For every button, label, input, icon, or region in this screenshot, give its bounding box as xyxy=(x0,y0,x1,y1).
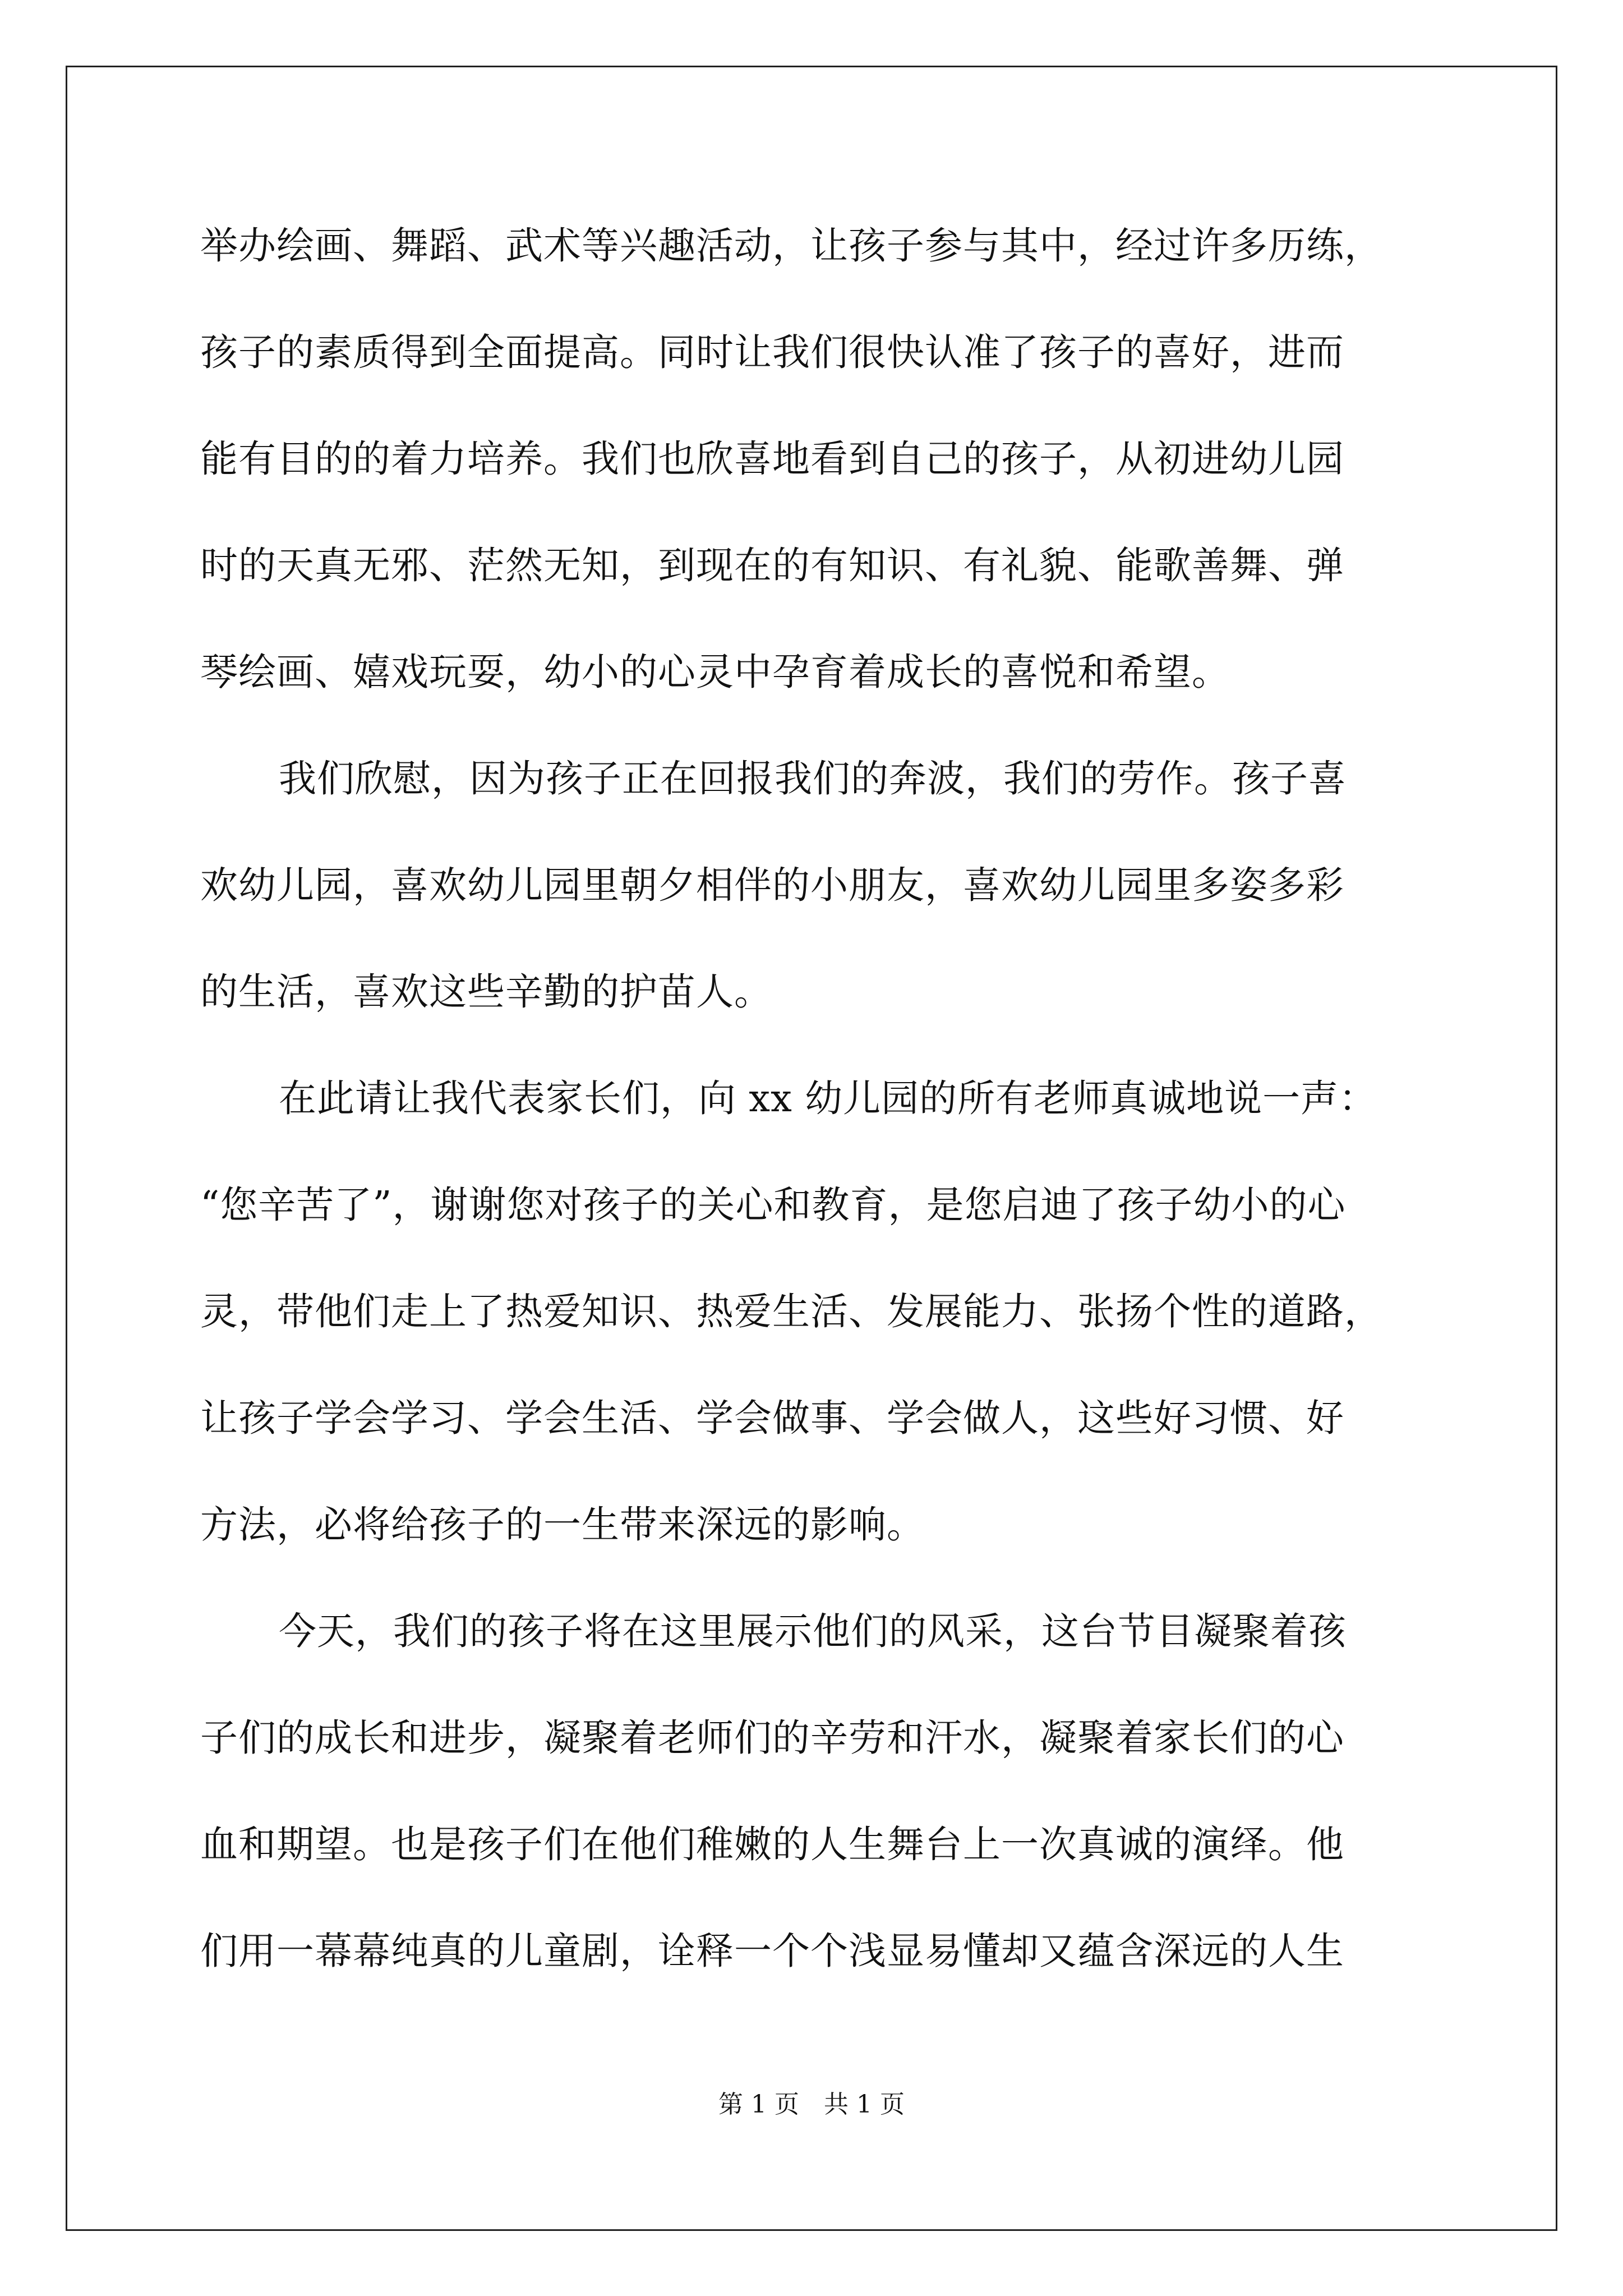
text-line: 血和期望。也是孩子们在他们稚嫩的人生舞台上一次真诚的演绎。他 xyxy=(200,1823,1344,1866)
text-line: 琴绘画、嬉戏玩耍，幼小的心灵中孕育着成长的喜悦和希望。 xyxy=(200,650,1230,694)
text-line: 时的天真无邪、茫然无知，到现在的有知识、有礼貌、能歌善舞、弹 xyxy=(200,544,1344,587)
text-line: 孩子的素质得到全面提高。同时让我们很快认准了孩子的喜好，进而 xyxy=(200,330,1344,374)
text-line: 的生活，喜欢这些辛勤的护苗人。 xyxy=(200,970,772,1014)
paragraph-first-line: 今天，我们的孩子将在这里展示他们的风采，这台节目凝聚着孩 xyxy=(279,1609,1347,1653)
page-footer: 第 1 页 共 1 页 xyxy=(718,2090,905,2119)
text-line: 举办绘画、舞蹈、武术等兴趣活动，让孩子参与其中，经过许多历练， xyxy=(200,224,1382,268)
text-line: 让孩子学会学习、学会生活、学会做事、学会做人，这些好习惯、好 xyxy=(200,1396,1344,1440)
page-border xyxy=(66,66,1557,2231)
text-line: 子们的成长和进步，凝聚着老师们的辛劳和汗水，凝聚着家长们的心 xyxy=(200,1716,1344,1760)
paragraph-first-line: 在此请让我代表家长们，向 xx 幼儿园的所有老师真诚地说一声： xyxy=(279,1076,1377,1120)
text-line: 欢幼儿园，喜欢幼儿园里朝夕相伴的小朋友，喜欢幼儿园里多姿多彩 xyxy=(200,863,1344,907)
paragraph-first-line: 我们欣慰，因为孩子正在回报我们的奔波，我们的劳作。孩子喜 xyxy=(279,757,1347,800)
text-line: 灵，带他们走上了热爱知识、热爱生活、发展能力、张扬个性的道路， xyxy=(200,1290,1382,1333)
text-line: 能有目的的着力培养。我们也欣喜地看到自己的孩子，从初进幼儿园 xyxy=(200,437,1344,481)
text-line: “您辛苦了”，谢谢您对孩子的关心和教育，是您启迪了孩子幼小的心 xyxy=(200,1183,1346,1227)
text-line: 方法，必将给孩子的一生带来深远的影响。 xyxy=(200,1503,925,1547)
text-line: 们用一幕幕纯真的儿童剧，诠释一个个浅显易懂却又蕴含深远的人生 xyxy=(200,1929,1344,1973)
